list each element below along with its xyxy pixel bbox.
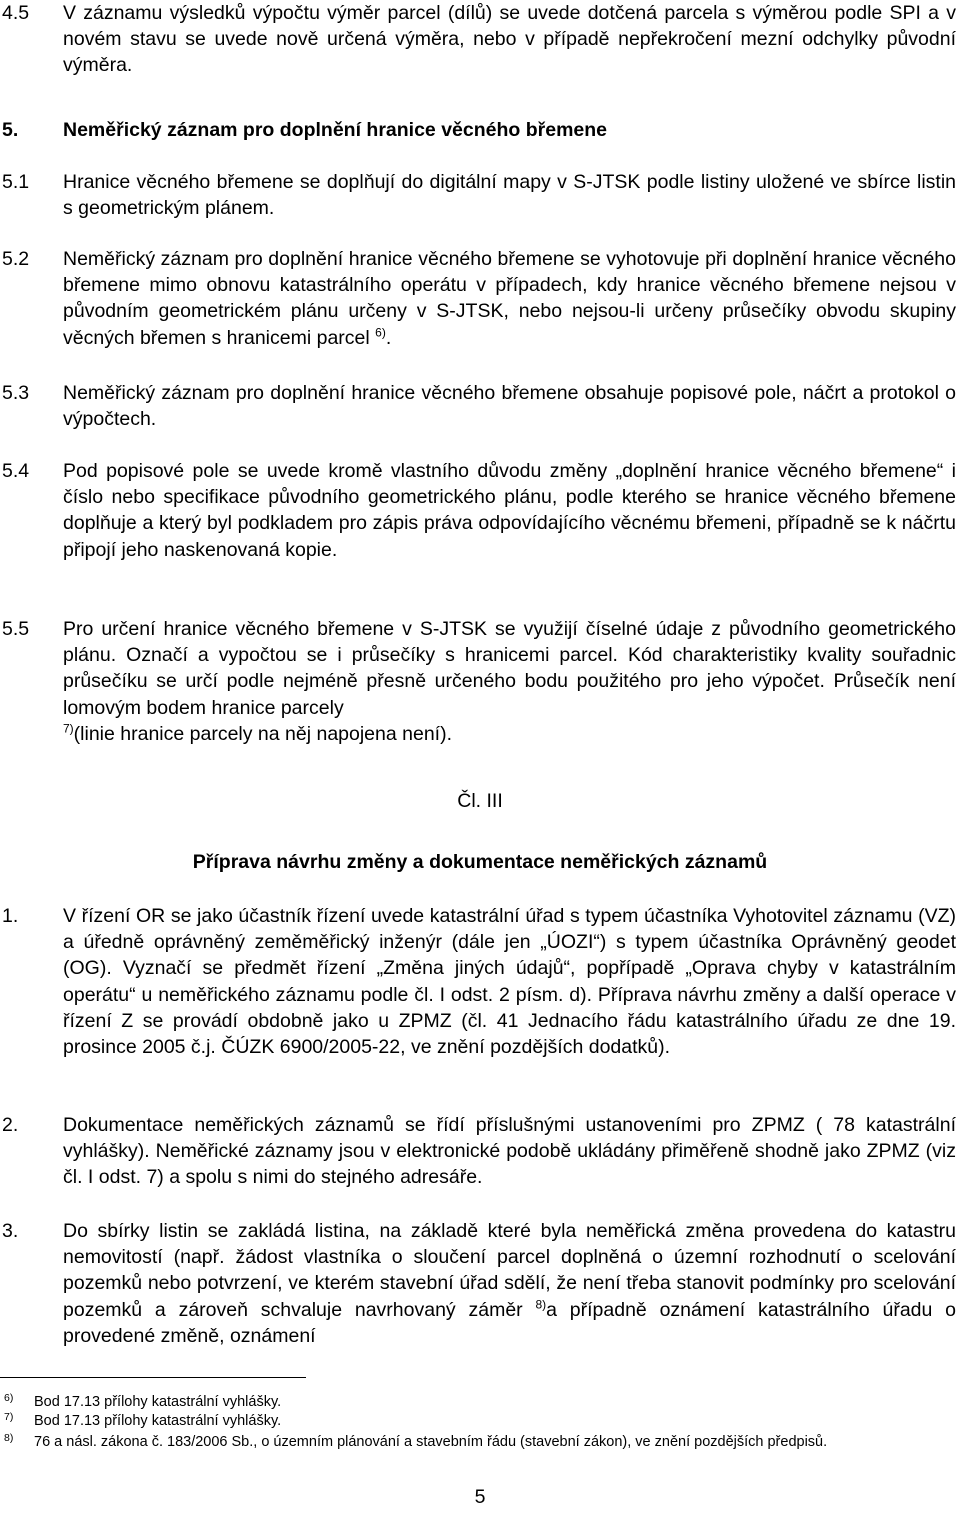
paragraph-4-5 — [0, 0, 960, 79]
paragraph-5-5 — [0, 616, 960, 747]
item-text: V řízení OR se jako účastník řízení uvede katastrální úřad s typem účastníka Vyhotovitel záznamu (VZ) a úředně oprávněný zeměměřický inženýr (dále jen „ÚOZI“) s typem účastníka Oprávněný geodet (OG). Vyznačí se předmět řízení „Změna jiných údajů“, popřípadě „Oprava chyby v katastrálním operátu“ u neměřického záznamu podle čl. I odst. 2 písm. d). Příprava návrhu změny a další operace v řízení Z se provádí obdobně jako u ZPMZ (čl. 41 Jednacího řádu katastrálního úřadu ze dne 19. prosince 2005 č.j. ČÚZK 6900/2005-22, ve znění pozdějších dodatků). — [63, 905, 956, 1059]
footnote-6 — [0, 1394, 960, 1411]
paragraph-number: 5.3 — [2, 382, 30, 404]
footnote-8 — [0, 1434, 960, 1451]
paragraph-number: 5.5 — [2, 618, 30, 640]
footnote-ref-6[interactable]: 6) — [375, 325, 386, 340]
footnote-text: 76 a násl. zákona č. 183/2006 Sb., o územním plánování a stavebním řádu (stavební zákon), ve znění pozdějších předpisů. — [34, 1434, 828, 1450]
footnote-7 — [0, 1413, 960, 1430]
item-text: Dokumentace neměřických záznamů se řídí příslušnými ustanoveními pro ZPMZ ( 78 katastrální vyhlášky). Neměřické záznamy jsou v elektronické podobě ukládány přiměřeně shodně jako ZPMZ (viz čl. I odst. 7) a spolu s nimi do stejného adresáře. — [63, 1114, 956, 1189]
paragraph-text: Pro určení hranice věcného břemene v S-JTSK se využijí číselné údaje z původního geometrického plánu. Označí a vypočtou se i průsečíky s hranicemi parcel. Kód charakteristiky kvality souřadnic průsečíku se určí podle nejméně přesně určeného bodu použitého pro jeho výpočet. Průsečík není lomovým bodem hranice parcely $^{7)}$(linie hranice parcely na něj napojena není). — [63, 618, 956, 745]
page-number: 5 — [474, 1486, 486, 1508]
item-number: 1. — [2, 905, 19, 927]
item-text: Do sbírky listin se zakládá listina, na základě které byla neměřická změna provedena do katastru nemovitostí (např. žádost vlastníka o sloučení parcel doplněná o územní rozhodnutí o scelování pozemků nebo potvrzení, ve kterém stavební úřad sdělí, že není třeba stanovit podmínky pro scelování pozemků a zároveň schvaluje navrhovaný záměr $^{8)}$a případně oznámení katastrálního úřadu o provedené změně, oznámení — [63, 1220, 956, 1347]
paragraph-text: V záznamu výsledků výpočtu výměr parcel (dílů) se uvede dotčená parcela s výměrou podle SPI a v novém stavu se uvede nově určená výměra, nebo v případě nepřekročení mezní odchylky původní výměra. — [63, 2, 956, 77]
list-item-3 — [0, 1218, 960, 1349]
footnote-number: 6) — [4, 1392, 14, 1404]
footnote-ref-7[interactable]: 7) — [63, 721, 74, 736]
paragraph-5-4 — [0, 458, 960, 563]
paragraph-number: 5.4 — [2, 460, 30, 482]
footnote-ref-8[interactable]: 8) — [535, 1297, 547, 1312]
paragraph-text: Pod popisové pole se uvede kromě vlastního důvodu změny „doplnění hranice věcného břemene“ i číslo nebo specifikace původního geometrického plánu, podle kterého se hranice věcného břemene doplňuje a který byl podkladem pro zápis práva odpovídajícího věcnému břemeni, případně se k náčrtu připojí jeho naskenovaná kopie. — [63, 460, 956, 561]
footnote-separator — [0, 1377, 306, 1378]
footnote-text: Bod 17.13 přílohy katastrální vyhlášky. — [34, 1394, 282, 1410]
paragraph-5-2 — [0, 246, 960, 351]
paragraph-text: Neměřický záznam pro doplnění hranice věcného břemene obsahuje popisové pole, náčrt a protokol o výpočtech. — [63, 382, 956, 431]
paragraph-text: Neměřický záznam pro doplnění hranice věcného břemene se vyhotovuje při doplnění hranice věcného břemene mimo obnovu katastrálního operátu v případech, kdy hranice věcného břemene nejsou v původním geometrickém plánu určeny v S-JTSK, nebo nejsou-li určeny průsečíky obvodu skupiny věcných břemen s hranicemi parcel $^{6)}$. — [63, 248, 956, 349]
paragraph-text: Hranice věcného břemene se doplňují do digitální mapy v S-JTSK podle listiny uložené ve sbírce listin s geometrickým plánem. — [63, 171, 956, 220]
section-number: 5. — [2, 119, 19, 141]
footnote-number: 8) — [4, 1432, 14, 1444]
paragraph-5-3 — [0, 380, 960, 432]
paragraph-number: 5.1 — [2, 171, 30, 193]
paragraph-5-1 — [0, 169, 960, 221]
footnote-number: 7) — [4, 1411, 14, 1423]
section-heading-5 — [2, 117, 607, 143]
item-number: 3. — [2, 1220, 19, 1242]
paragraph-number: 5.2 — [2, 248, 30, 270]
article-title: Příprava návrhu změny a dokumentace neměřických záznamů — [192, 851, 768, 873]
paragraph-number: 4.5 — [2, 2, 30, 24]
list-item-1 — [0, 903, 960, 1060]
section-title: Neměřický záznam pro doplnění hranice věcného břemene — [63, 119, 608, 141]
list-item-2 — [0, 1112, 960, 1191]
item-number: 2. — [2, 1114, 19, 1136]
article-label: Čl. III — [457, 790, 503, 812]
footnote-text: Bod 17.13 přílohy katastrální vyhlášky. — [34, 1413, 282, 1429]
